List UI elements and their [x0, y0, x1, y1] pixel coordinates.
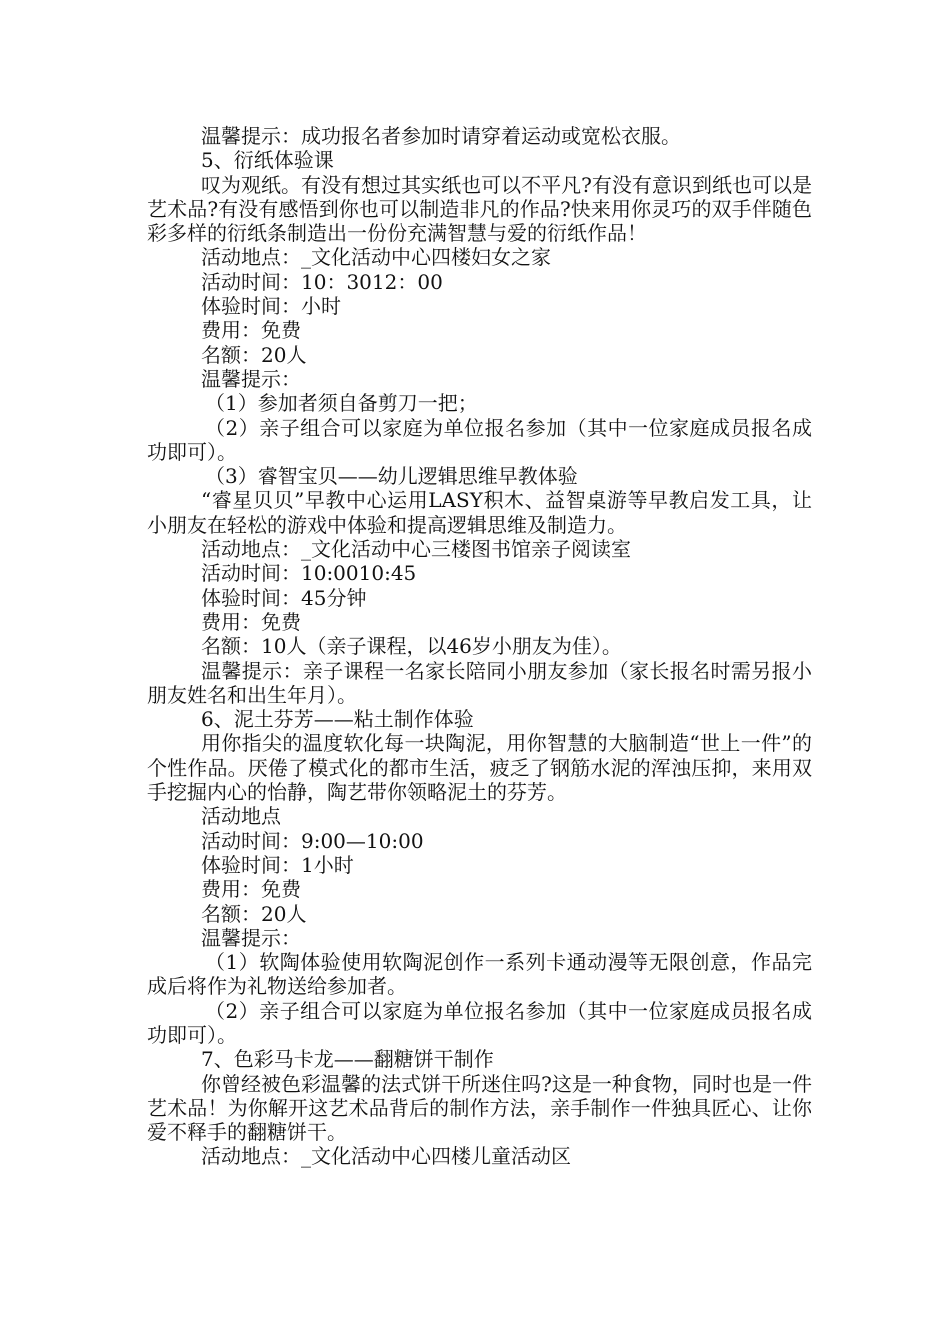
paragraph: （2）亲子组合可以家庭为单位报名参加（其中一位家庭成员报名成功即可）。: [147, 998, 812, 1047]
paragraph: “睿星贝贝”早教中心运用LASY积木、益智桌游等早教启发工具，让小朋友在轻松的游戏中体验和提高逻辑思维及制造力。: [147, 488, 812, 537]
paragraph: 名额：10人（亲子课程，以46岁小朋友为佳）。: [201, 634, 622, 659]
paragraph: 叹为观纸。有没有想过其实纸也可以不平凡?有没有意识到纸也可以是艺术品?有没有感悟到你也可以制造非凡的作品?快来用你灵巧的双手伴随色彩多样的衍纸条制造出一份份充满智慧与爱的衍纸作品！: [147, 172, 812, 246]
paragraph: 7、色彩马卡龙——翻糖饼干制作: [201, 1047, 494, 1072]
paragraph: 活动时间：10：3012：00: [201, 269, 443, 294]
paragraph: 费用：免费: [201, 877, 301, 902]
paragraph: 温馨提示：: [201, 925, 301, 950]
paragraph: 6、泥土芬芳——粘土制作体验: [201, 707, 474, 732]
paragraph: 温馨提示：: [201, 366, 301, 391]
paragraph: 活动地点：_文化活动中心三楼图书馆亲子阅读室: [201, 537, 631, 562]
paragraph: 费用：免费: [201, 609, 301, 634]
paragraph: 5、衍纸体验课: [201, 148, 334, 173]
paragraph: 活动地点：_文化活动中心四楼妇女之家: [201, 245, 551, 270]
paragraph: （3）睿智宝贝——幼儿逻辑思维早教体验: [205, 464, 578, 489]
paragraph: 活动地点：_文化活动中心四楼儿童活动区: [201, 1144, 571, 1169]
paragraph: 温馨提示：成功报名者参加时请穿着运动或宽松衣服。: [201, 124, 681, 148]
paragraph: （2）亲子组合可以家庭为单位报名参加（其中一位家庭成员报名成功即可）。: [147, 415, 812, 464]
document-body: [147, 124, 812, 1169]
paragraph: 活动时间：9:00—10:00: [201, 828, 424, 853]
paragraph: 活动时间：10:0010:45: [201, 561, 417, 586]
paragraph: （1）参加者须自备剪刀一把；: [205, 391, 478, 416]
paragraph: 用你指尖的温度软化每一块陶泥，用你智慧的大脑制造“世上一件”的个性作品。厌倦了模式化的都市生活，疲乏了钢筋水泥的浑浊压抑，来用双手挖掘内心的怡静，陶艺带你领略泥土的芬芳。: [147, 731, 812, 805]
paragraph: 体验时间：小时: [201, 294, 341, 319]
paragraph: 名额：20人: [201, 342, 307, 367]
paragraph: （1）软陶体验使用软陶泥创作一系列卡通动漫等无限创意，作品完成后将作为礼物送给参加者。: [147, 950, 812, 999]
paragraph: 活动地点: [201, 804, 281, 829]
paragraph: 费用：免费: [201, 318, 301, 343]
paragraph: 体验时间：1小时: [201, 852, 354, 877]
paragraph: 名额：20人: [201, 901, 307, 926]
paragraph: 体验时间：45分钟: [201, 585, 367, 610]
paragraph: 温馨提示：亲子课程一名家长陪同小朋友参加（家长报名时需另报小朋友姓名和出生年月）。: [147, 658, 812, 707]
paragraph: 你曾经被色彩温馨的法式饼干所迷住吗?这是一种食物，同时也是一件艺术品！为你解开这艺术品背后的制作方法，亲手制作一件独具匠心、让你爱不释手的翻糖饼干。: [147, 1071, 812, 1145]
